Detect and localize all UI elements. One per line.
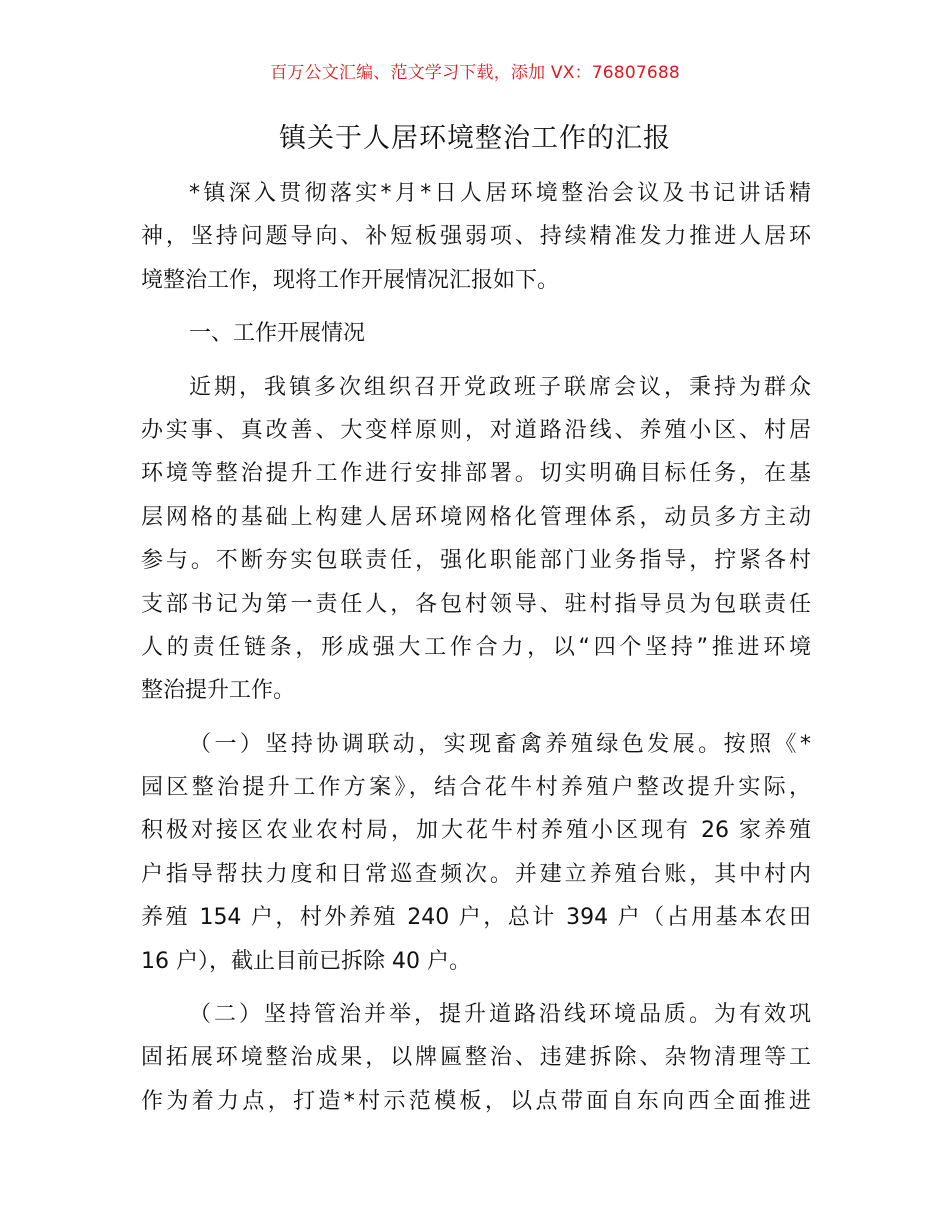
text-line: 近期，我镇多次组织召开党政班子联席会议，秉持为群众	[189, 374, 811, 400]
text-line: 人的责任链条，形成强大工作合力，以“四个坚持”推进环境	[141, 634, 811, 660]
text-line: *镇深入贯彻落实*月*日人居环境整治会议及书记讲话精	[189, 181, 811, 206]
text-line: 16 户），截止目前已拆除 40 户。	[141, 948, 471, 974]
text-line: 积极对接区农业农村局，加大花牛村养殖小区现有 26 家养殖	[141, 818, 811, 844]
paragraph-intro	[141, 172, 811, 302]
paragraph-livestock	[141, 723, 811, 983]
text-line: 环境等整治提升工作进行安排部署。切实明确目标任务，在基	[141, 461, 811, 487]
paragraph-roads	[141, 993, 811, 1123]
watermark-banner: 百万公文汇编、范文学习下载，添加 VX：76807688	[270, 63, 680, 83]
text-line: 神，坚持问题导向、补短板强弱项、持续精准发力推进人居环	[141, 224, 811, 250]
document-body	[141, 172, 811, 1123]
text-line: 参与。不断夯实包联责任，强化职能部门业务指导，拧紧各村	[141, 548, 811, 574]
text-line: 境整治工作，现将工作开展情况汇报如下。	[141, 267, 560, 293]
text-line: （二）坚持管治并举，提升道路沿线环境品质。为有效巩	[189, 1002, 811, 1028]
text-line: 层网格的基础上构建人居环境网格化管理体系，动员多方主动	[141, 504, 811, 530]
paragraph-overview	[141, 366, 811, 713]
text-line: 养殖 154 户，村外养殖 240 户，总计 394 户（占用基本农田	[141, 905, 811, 931]
document-title: 镇关于人居环境整治工作的汇报	[279, 123, 671, 154]
text-line: 办实事、真改善、大变样原则，对道路沿线、养殖小区、村居	[141, 417, 811, 443]
text-line: （一）坚持协调联动，实现畜禽养殖绿色发展。按照《*	[189, 731, 811, 757]
heading-line: 一、工作开展情况	[189, 321, 366, 347]
section-heading	[141, 312, 811, 355]
text-line: 作为着力点，打造*村示范模板，以点带面自东向西全面推进	[141, 1088, 811, 1114]
text-line: 整治提升工作。	[141, 678, 296, 704]
text-line: 园区整治提升工作方案》，结合花牛村养殖户整改提升实际，	[141, 775, 811, 801]
text-line: 支部书记为第一责任人，各包村领导、驻村指导员为包联责任	[141, 591, 811, 617]
text-line: 户指导帮扶力度和日常巡查频次。并建立养殖台账，其中村内	[141, 861, 811, 887]
text-line: 固拓展环境整治成果，以牌匾整治、违建拆除、杂物清理等工	[141, 1045, 811, 1071]
